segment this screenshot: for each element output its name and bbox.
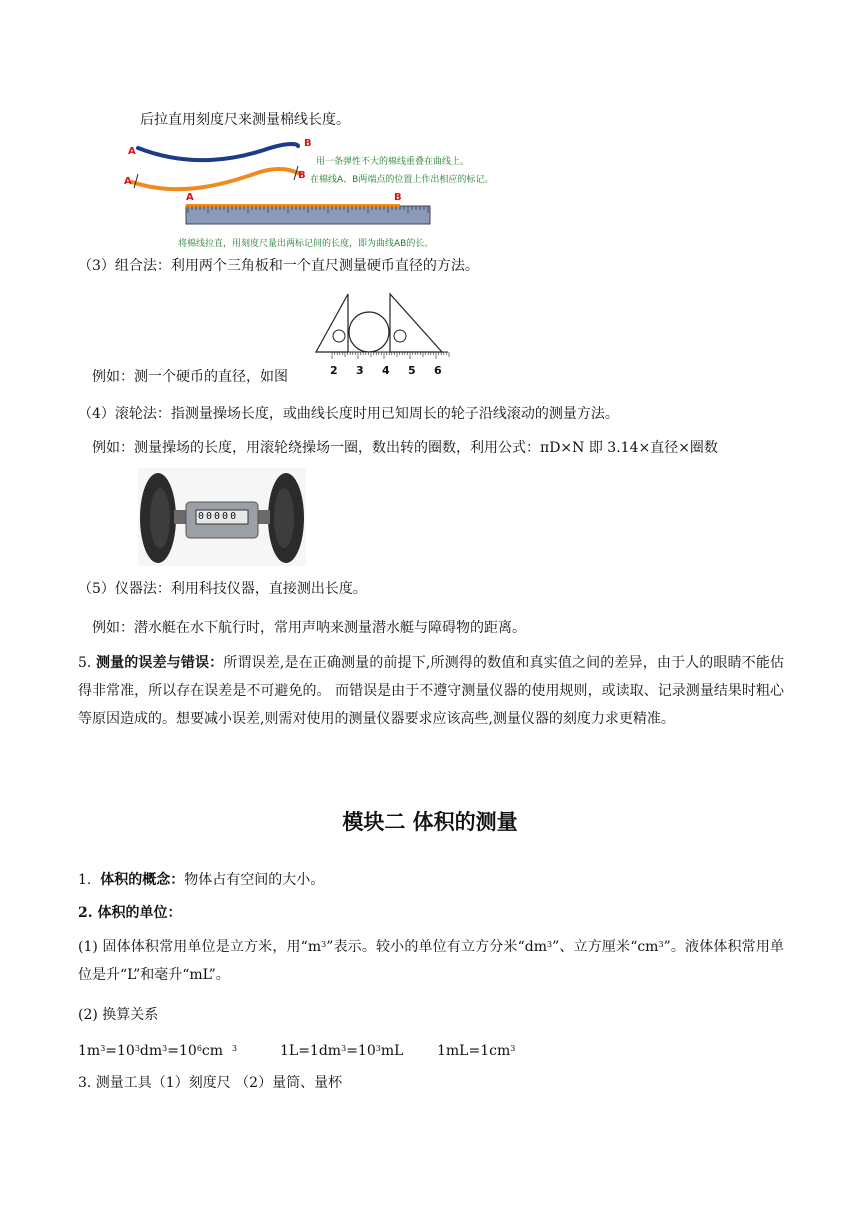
conv-f2-exp1: 3 (341, 1044, 347, 1053)
module-title: 模块二 体积的测量 (342, 810, 518, 834)
string-method-text: 后拉直用刻度尺来测量棉线长度。 (140, 112, 350, 128)
conv-f1-exp1: 3 (100, 1044, 106, 1053)
conv-f2-c: mL (380, 1043, 404, 1059)
v1-title: 体积的概念： (100, 872, 185, 888)
item4-text: （4）滚轮法：指测量操场长度，或曲线长度时用已知周长的轮子沿线滚动的测量方法。 (78, 406, 619, 422)
conv-f3-exp: 3 (510, 1044, 516, 1053)
item4-example: 例如：测量操场的长度，用滚轮绕操场一圈，数出转的圈数，利用公式：πD×N 即 3.14×直径×圈数 (92, 440, 718, 456)
ruler-label-a: A (186, 192, 194, 203)
figure-note-1: 用一条弹性不大的棉线重叠在曲线上。 (316, 157, 470, 167)
conv-f1-e: cm (201, 1043, 224, 1059)
measuring-tools: 3. 测量工具（1）刻度尺 （2）量筒、量杯 (78, 1075, 343, 1091)
item5-example: 例如：潜水艇在水下航行时，常用声呐来测量潜水艇与障碍物的距离。 (92, 620, 526, 636)
v2-1-d: ”。液体体积常用单位是升“L”和毫升“mL”。 (78, 939, 784, 983)
volume-unit-title: 2. 体积的单位： (78, 905, 182, 921)
ruler-tick-label: 4 (382, 364, 390, 377)
curve-label-b: B (304, 138, 312, 149)
conv-f1-a: 1m (78, 1043, 101, 1059)
item5-text: （5）仪器法：利用科技仪器，直接测出长度。 (78, 581, 367, 597)
v2-1-c: ”、立方厘米“cm (552, 939, 659, 955)
conversion-formula-3 (437, 1042, 515, 1060)
conversion-heading: (2) 换算关系 (78, 1007, 159, 1023)
counter-digits: 00000 (198, 511, 239, 522)
error-paragraph (78, 649, 784, 733)
conv-f1-exp2: 3 (134, 1044, 140, 1053)
error-num: 5. (78, 655, 92, 671)
ruler-tick-label: 2 (330, 364, 338, 377)
conv-f1-exp4: 6 (196, 1044, 202, 1053)
conv-f1-b: =10 (105, 1043, 135, 1059)
error-title: 测量的误差与错误： (95, 655, 224, 671)
measuring-wheel-photo (138, 468, 306, 566)
curve-label-a: A (128, 146, 136, 157)
v2-1-exp3: 3 (658, 940, 664, 949)
figure-note-2: 在棉线A、B两端点的位置上作出相应的标记。 (310, 175, 494, 185)
conv-f3-a: 1mL=1cm (437, 1043, 511, 1059)
ruler-tick-label: 3 (356, 364, 364, 377)
string-label-a: A (124, 176, 132, 187)
v2-1-a: (1) 固体体积常用单位是立方米，用“m (78, 939, 322, 955)
string-measure-figure (120, 136, 494, 249)
v2-1-exp2: 3 (546, 940, 553, 949)
v2-1-b: ”表示。较小的单位有立方分米“dm (326, 939, 547, 955)
ruler-label-b: B (394, 192, 402, 203)
conv-f1-c: dm (139, 1043, 163, 1059)
figure-note-3: 将棉线拉直，用刻度尺量出两标记间的长度，即为曲线AB的长。 (178, 239, 434, 249)
v2-1-exp1: 3 (321, 940, 327, 949)
conv-f1-exp5: 3 (231, 1044, 238, 1053)
error-body: 所谓误差,是在正确测量的前提下,所测得的数值和真实值之间的差异，由于人的眼睛不能估得非常准，所以存在误差是不可避免的。 而错误是由于不遵守测量仪器的使用规则，或读取、记录测量结果时粗心等原因造成的。想要减小误差,则需对使用的测量仪器要求应该高些,测量仪器的刻度力求更精准。 (78, 655, 785, 727)
item3-text: （3）组合法：利用两个三角板和一个直尺测量硬币直径的方法。 (78, 258, 479, 274)
v1-num: 1. (78, 872, 92, 888)
string-label-b: B (298, 170, 306, 181)
conv-f1-d: =10 (167, 1043, 197, 1059)
coin-measure-figure (310, 290, 450, 382)
item3-example: 例如：测一个硬币的直径，如图 (92, 369, 288, 385)
v1-body: 物体占有空间的大小。 (184, 872, 325, 888)
conv-f2-a: 1L=1dm (280, 1043, 342, 1059)
volume-units-paragraph (78, 933, 784, 989)
conv-f1-exp3: 3 (162, 1044, 168, 1053)
conv-f2-b: =10 (346, 1043, 376, 1059)
volume-concept (78, 871, 324, 889)
conversion-formula-2 (280, 1042, 403, 1060)
ruler-tick-label: 6 (434, 364, 442, 377)
conversion-formula-1 (78, 1042, 237, 1060)
conv-f2-exp2: 3 (375, 1044, 381, 1053)
string-curves-illustration (120, 136, 440, 248)
ruler-tick-label: 5 (408, 364, 416, 377)
